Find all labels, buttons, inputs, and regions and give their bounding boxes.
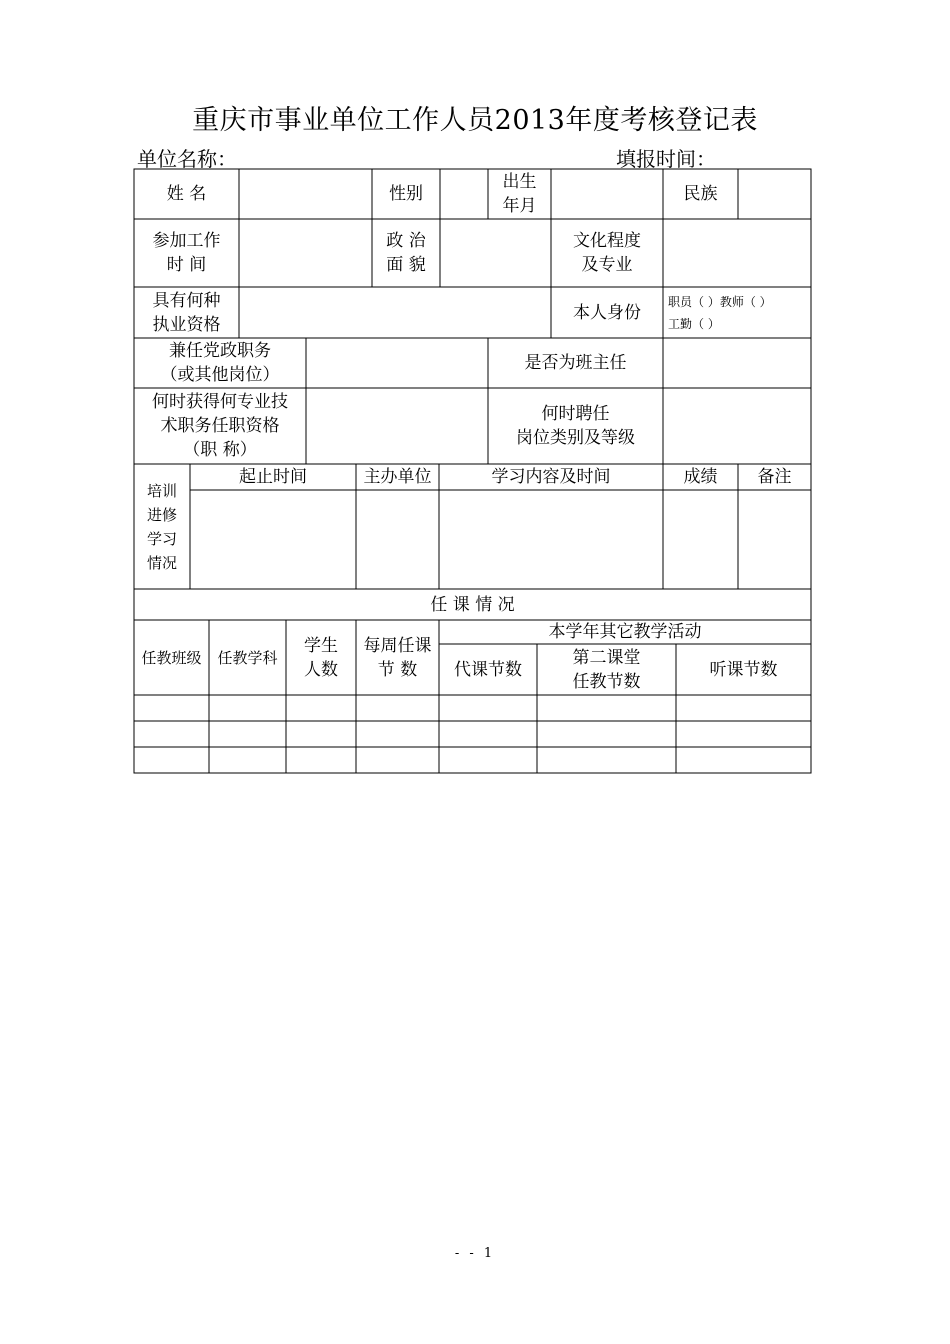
qualification-label: 具有何种 执业资格 (152, 290, 221, 335)
identity-label: 本人身份 (573, 302, 641, 323)
training-side-label: 培训 进修 学习 情况 (146, 481, 177, 572)
appointed-label: 何时聘任 岗位类别及等级 (516, 404, 635, 448)
concurrent-post-label: 兼任党政职务 （或其他岗位） (160, 341, 280, 385)
student-count-label: 学生 人数 (304, 635, 338, 680)
name-label: 姓 名 (166, 184, 207, 204)
page-number: - - 1 (454, 1246, 496, 1261)
teaching-section-title: 任 课 情 况 (430, 594, 515, 615)
gender-label: 性别 (389, 184, 423, 204)
weekly-lessons-label: 每周任课 节 数 (363, 635, 432, 680)
fill-time-label: 填报时间： (616, 147, 716, 171)
second-classroom-label: 第二课堂 任教节数 (572, 647, 641, 692)
education-label: 文化程度 及专业 (573, 231, 641, 275)
political-status-label: 政 治 面 貌 (386, 231, 426, 275)
work-start-label: 参加工作 时 间 (152, 231, 221, 275)
ethnicity-label: 民族 (683, 184, 718, 204)
training-header-score: 成绩 (683, 467, 718, 487)
birth-label: 出生 年月 (502, 172, 537, 216)
training-header-organizer: 主办单位 (363, 467, 432, 487)
observation-lessons-label: 听课节数 (709, 659, 778, 680)
training-header-period: 起止时间 (239, 467, 307, 487)
training-header-remarks: 备注 (757, 467, 792, 487)
unit-name-label: 单位名称： (137, 147, 237, 171)
teaching-class-label: 任教班级 (141, 648, 202, 667)
title-obtained-label: 何时获得何专业技 术职务任职资格 （职 称） (152, 392, 288, 460)
head-teacher-label: 是否为班主任 (524, 353, 627, 373)
identity-options: 职员（ ）教师（ ） 工勤（ ） (668, 294, 772, 331)
document-title: 重庆市事业单位工作人员2013年度考核登记表 (192, 105, 758, 136)
other-activities-label: 本学年其它教学活动 (548, 622, 702, 642)
teaching-subject-label: 任教学科 (217, 648, 278, 667)
training-header-content: 学习内容及时间 (491, 467, 611, 487)
substitute-lessons-label: 代课节数 (454, 659, 522, 680)
